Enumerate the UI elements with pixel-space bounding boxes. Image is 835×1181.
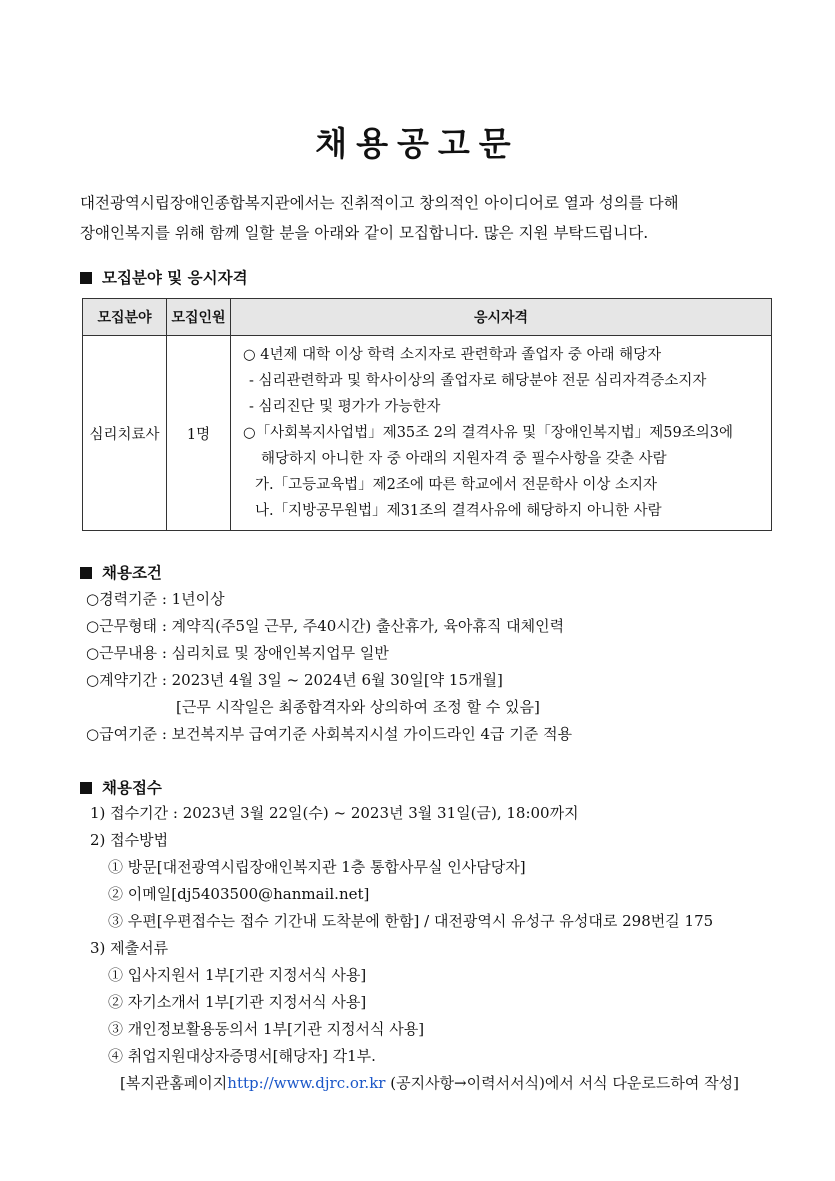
section-heading-conditions [80,561,162,583]
application-list [90,800,739,1097]
qualification-line: 해당하지 아니한 자 중 아래의 지원자격 중 필수사항을 갖춘 사람 [261,451,667,467]
intro-paragraph [80,188,760,248]
header-qualification: 응시자격 [231,299,772,336]
list-item: ③ 우편[우편접수는 접수 기간내 도착분에 한함] / 대전광역시 유성구 유성대로 298번길 175 [108,912,714,930]
section-heading-recruitment [80,266,248,288]
intro-line-2: 장애인복지를 위해 함께 일할 분을 아래와 같이 모집합니다. 많은 지원 부탁드립니다. [80,224,649,242]
list-item: ○급여기준 : 보건복지부 급여기준 사회복지시설 가이드라인 4급 기준 적용 [86,725,573,743]
qualification-line: - 심리관련학과 및 학사이상의 졸업자로 해당분야 전문 심리자격증소지자 [249,373,707,389]
section-title: 채용조건 [102,564,162,582]
list-item: ④ 취업지원대상자증명서[해당자] 각1부. [108,1047,376,1065]
homepage-link[interactable]: http://www.djrc.or.kr [227,1074,386,1092]
list-item: 1) 접수기간 : 2023년 3월 22일(수) ~ 2023년 3월 31일(금), 18:00까지 [90,804,579,822]
page-title: 채용공고문 [315,124,520,163]
qualification-line: ○「사회복지사업법」제35조 2의 결격사유 및「장애인복지법」제59조의3에 [243,425,734,441]
list-item: ○근무내용 : 심리치료 및 장애인복지업무 일반 [86,644,389,662]
qualification-cell [231,336,772,531]
list-item: ② 자기소개서 1부[기관 지정서식 사용] [108,993,367,1011]
section-title: 모집분야 및 응시자격 [102,269,248,287]
list-item: 3) 제출서류 [90,939,169,957]
table-header-row [83,299,772,336]
homepage-note [90,1070,739,1097]
list-item: ① 입사지원서 1부[기관 지정서식 사용] [108,966,367,984]
list-item: ② 이메일[dj5403500@hanmail.net] [108,885,370,903]
list-item: [근무 시작일은 최종합격자와 상의하여 조정 할 수 있음] [176,698,540,716]
count-cell: 1명 [167,336,231,531]
qualification-line: 나.「지방공무원법」제31조의 결격사유에 해당하지 아니한 사람 [255,503,662,519]
square-bullet-icon [80,567,92,579]
list-item: ○근무형태 : 계약직(주5일 근무, 주40시간) 출산휴가, 육아휴직 대체인력 [86,617,565,635]
homepage-note-prefix: [복지관홈페이지 [120,1074,228,1092]
qualification-line: - 심리진단 및 평가가 가능한자 [249,399,441,415]
list-item: ① 방문[대전광역시립장애인복지관 1층 통합사무실 인사담당자] [108,858,526,876]
square-bullet-icon [80,782,92,794]
qualification-line: ○ 4년제 대학 이상 학력 소지자로 관련학과 졸업자 중 아래 해당자 [243,347,662,363]
header-field: 모집분야 [83,299,167,336]
list-item: ○계약기간 : 2023년 4월 3일 ~ 2024년 6월 30일[약 15개월] [86,671,503,689]
conditions-list [86,586,572,748]
field-cell: 심리치료사 [83,336,167,531]
square-bullet-icon [80,272,92,284]
header-count: 모집인원 [167,299,231,336]
qualification-line: 가.「고등교육법」제2조에 따른 학교에서 전문학사 이상 소지자 [255,477,658,493]
list-item: 2) 접수방법 [90,831,169,849]
list-item: ③ 개인정보활용동의서 1부[기관 지정서식 사용] [108,1020,425,1038]
table-row [83,336,772,531]
section-title: 채용접수 [102,779,162,797]
list-item: ○경력기준 : 1년이상 [86,590,225,608]
intro-line-1: 대전광역시립장애인종합복지관에서는 진취적이고 창의적인 아이디어로 열과 성의를 다해 [80,194,679,212]
recruitment-table [82,298,772,531]
section-heading-application [80,776,162,798]
homepage-note-suffix: (공지사항→이력서서식)에서 서식 다운로드하여 작성] [385,1074,739,1092]
